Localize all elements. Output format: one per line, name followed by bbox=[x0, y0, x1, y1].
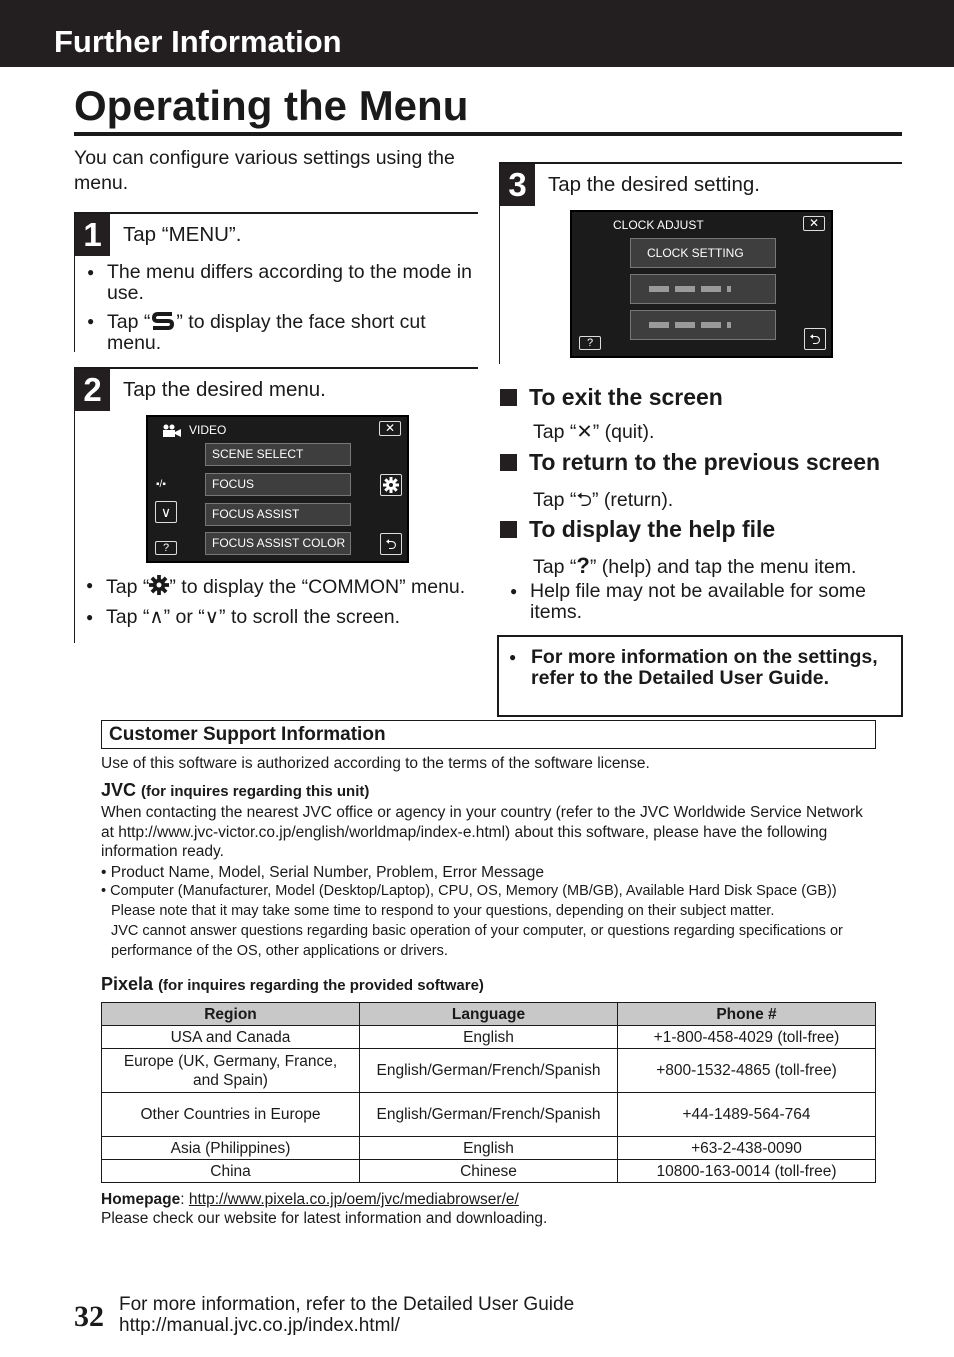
support-table bbox=[101, 1002, 876, 1183]
menu-item-blurred-1[interactable] bbox=[630, 274, 776, 304]
step-2-bullet-1: ● Tap “ ” to display the “COMMON” menu. bbox=[86, 575, 476, 600]
license-text: Use of this software is authorized according to the terms of the software license. bbox=[101, 755, 650, 772]
table-row bbox=[102, 1160, 876, 1183]
col-header-language: Language bbox=[360, 1003, 618, 1026]
square-bullet-icon bbox=[500, 521, 517, 538]
return-icon[interactable]: ⮌ bbox=[380, 533, 402, 555]
menu-item-scene-select[interactable]: SCENE SELECT bbox=[205, 443, 351, 466]
homepage-note: Please check our website for latest information and downloading. bbox=[101, 1210, 548, 1227]
gear-icon-inline bbox=[149, 575, 169, 600]
square-bullet-icon bbox=[500, 389, 517, 406]
step-1-text: Tap “MENU”. bbox=[123, 223, 242, 246]
footer-text bbox=[119, 1294, 574, 1336]
cell-language: English/German/French/Spanish bbox=[360, 1049, 618, 1093]
square-bullet-icon bbox=[500, 454, 517, 471]
close-icon[interactable]: ✕ bbox=[803, 216, 825, 231]
help-icon[interactable]: ? bbox=[155, 541, 177, 555]
homepage-link[interactable]: http://www.pixela.co.jp/oem/jvc/mediabrowser/e/ bbox=[188, 1191, 519, 1208]
help-file-text: Tap “?” (help) and tap the menu item. bbox=[533, 553, 857, 578]
page-title: Operating the Menu bbox=[74, 82, 469, 129]
table-row bbox=[102, 1137, 876, 1160]
cell-language: Chinese bbox=[360, 1160, 618, 1183]
cell-region: Other Countries in Europe bbox=[102, 1093, 360, 1137]
page-number: 32 bbox=[74, 1300, 104, 1333]
customer-support-heading: Customer Support Information bbox=[101, 720, 876, 749]
menu-item-blurred-2[interactable] bbox=[630, 310, 776, 340]
blurred-text bbox=[649, 322, 731, 328]
scroll-down-icon[interactable]: ∨ bbox=[155, 501, 177, 523]
step-3-text: Tap the desired setting. bbox=[548, 173, 760, 196]
exit-screen-heading: To exit the screen bbox=[500, 384, 723, 411]
cell-region: China bbox=[102, 1160, 360, 1183]
cell-phone: +800-1532-4865 (toll-free) bbox=[618, 1049, 876, 1093]
clock-adjust-title: CLOCK ADJUST bbox=[613, 218, 704, 232]
col-header-region: Region bbox=[102, 1003, 360, 1026]
face-shortcut-icon bbox=[150, 311, 176, 331]
jvc-paragraph: When contacting the nearest JVC office or agency in your country (refer to the JVC Worldwide Service Network at http://www.jvc-victor.co.jp/english/worldmap/index-e.html) about this software, please have the following information ready. bbox=[101, 804, 863, 860]
exit-screen-text: Tap “✕” (quit). bbox=[533, 421, 655, 443]
cell-region: USA and Canada bbox=[102, 1026, 360, 1049]
cell-region: Europe (UK, Germany, France, and Spain) bbox=[102, 1049, 360, 1093]
info-item-1: • Product Name, Model, Serial Number, Problem, Error Message bbox=[101, 864, 545, 881]
info-item-2: • Computer (Manufacturer, Model (Desktop/Laptop), CPU, OS, Memory (MB/GB), Available Hard Disk Space (GB)) bbox=[101, 883, 837, 899]
note-1: Please note that it may take some time to respond to your questions, depending on their subject matter. bbox=[111, 903, 775, 919]
more-info-text: ● For more information on the settings, refer to the Detailed User Guide. bbox=[509, 647, 889, 689]
cell-phone: +63-2-438-0090 bbox=[618, 1137, 876, 1160]
help-file-heading: To display the help file bbox=[500, 516, 775, 543]
step-1-bullet-2: ● Tap “ ” to display the face short cut menu. bbox=[87, 311, 477, 354]
table-header-row bbox=[102, 1003, 876, 1026]
pixela-heading: Pixela (for inquires regarding the provided software) bbox=[101, 974, 484, 994]
question-icon: ? bbox=[576, 553, 590, 578]
help-bullet: ● Help file may not be available for some items. bbox=[510, 581, 900, 623]
step-1-bullets bbox=[87, 262, 477, 361]
section-title: Further Information bbox=[54, 24, 342, 59]
step-2-text: Tap the desired menu. bbox=[123, 378, 326, 401]
cell-phone: +44-1489-564-764 bbox=[618, 1093, 876, 1137]
cell-language: English bbox=[360, 1137, 618, 1160]
table-row bbox=[102, 1049, 876, 1093]
step-2-number: 2 bbox=[75, 369, 110, 411]
menu-item-focus-assist[interactable]: FOCUS ASSIST bbox=[205, 503, 351, 526]
menu-item-clock-setting[interactable]: CLOCK SETTING bbox=[630, 238, 776, 268]
close-icon[interactable]: ✕ bbox=[379, 421, 401, 436]
cell-language: English bbox=[360, 1026, 618, 1049]
menu-item-focus-assist-color[interactable]: FOCUS ASSIST COLOR bbox=[205, 532, 351, 555]
jvc-heading: JVC (for inquires regarding this unit) bbox=[101, 780, 370, 800]
return-screen-text: Tap “⮌” (return). bbox=[533, 489, 674, 511]
return-icon[interactable]: ⮌ bbox=[804, 328, 826, 350]
menu-item-focus[interactable]: FOCUS bbox=[205, 473, 351, 496]
footer-line-1: For more information, refer to the Detailed User Guide bbox=[119, 1294, 575, 1315]
title-rule bbox=[74, 132, 902, 136]
blurred-text bbox=[649, 286, 731, 292]
more-info-box bbox=[497, 635, 903, 717]
help-icon[interactable]: ? bbox=[579, 336, 601, 350]
section-header-bar bbox=[0, 0, 954, 67]
col-header-phone: Phone # bbox=[618, 1003, 876, 1026]
step-2-bullets bbox=[86, 575, 476, 635]
step-2-bullet-2: ● Tap “∧” or “∨” to scroll the screen. bbox=[86, 607, 476, 628]
display-toggle-label: ▪/▪ bbox=[156, 479, 166, 490]
intro-text: You can configure various settings using the menu. bbox=[74, 147, 455, 194]
return-screen-heading: To return to the previous screen bbox=[500, 449, 880, 476]
cell-phone: +1-800-458-4029 (toll-free) bbox=[618, 1026, 876, 1049]
cell-phone: 10800-163-0014 (toll-free) bbox=[618, 1160, 876, 1183]
gear-icon[interactable] bbox=[380, 474, 402, 496]
table-row bbox=[102, 1093, 876, 1137]
table-row bbox=[102, 1026, 876, 1049]
help-bullets bbox=[510, 581, 900, 630]
video-camera-icon bbox=[162, 424, 182, 443]
step-1-bullet-1: ● The menu differs according to the mode in use. bbox=[87, 262, 477, 304]
menu-screen-video bbox=[146, 415, 409, 563]
cell-language: English/German/French/Spanish bbox=[360, 1093, 618, 1137]
step-1 bbox=[74, 212, 478, 352]
video-mode-label: VIDEO bbox=[189, 423, 227, 437]
note-2: JVC cannot answer questions regarding basic operation of your computer, or questions regarding specifications or performance of the OS, other applications or drivers. bbox=[111, 923, 843, 959]
footer-url[interactable]: http://manual.jvc.co.jp/index.html/ bbox=[119, 1315, 400, 1336]
step-3-number: 3 bbox=[500, 164, 535, 206]
step-1-number: 1 bbox=[75, 214, 110, 256]
cell-region: Asia (Philippines) bbox=[102, 1137, 360, 1160]
homepage-line: Homepage: http://www.pixela.co.jp/oem/jvc/mediabrowser/e/ bbox=[101, 1191, 519, 1208]
clock-adjust-screen bbox=[570, 210, 833, 358]
